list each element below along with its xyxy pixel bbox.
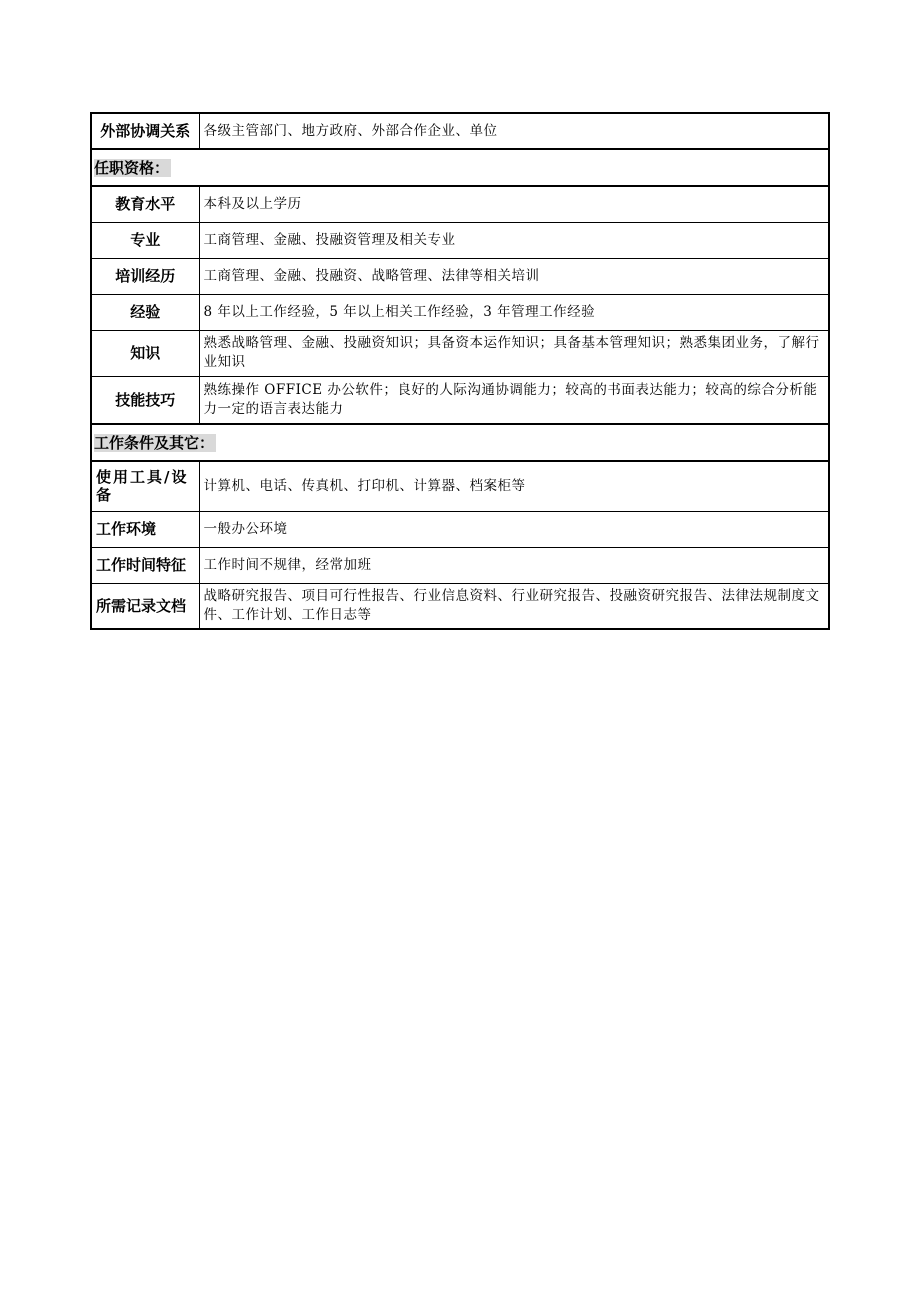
section-title-qualifications: 任职资格：: [94, 159, 170, 177]
table-row: [91, 547, 829, 583]
row-label-education: 教育水平: [91, 186, 199, 222]
row-label-work-hours: 工作时间特征: [91, 547, 199, 583]
table-row: [91, 113, 829, 149]
row-value-tools: 计算机、电话、传真机、打印机、计算器、档案柜等: [199, 461, 829, 511]
row-label-training: 培训经历: [91, 258, 199, 294]
row-value-experience: 8 年以上工作经验，5 年以上相关工作经验，3 年管理工作经验: [199, 294, 829, 330]
row-label-experience: 经验: [91, 294, 199, 330]
row-label-documents: 所需记录文档: [91, 583, 199, 629]
table-row: [91, 376, 829, 424]
table-row: [91, 330, 829, 376]
table-row: [91, 186, 829, 222]
table-row: [91, 461, 829, 511]
row-value-skills: 熟练操作 OFFICE 办公软件；良好的人际沟通协调能力；较高的书面表达能力；较高的综合分析能力一定的语言表达能力: [199, 376, 829, 424]
row-value-external-coordination: 各级主管部门、地方政府、外部合作企业、单位: [199, 113, 829, 149]
section-title-work-conditions: 工作条件及其它：: [94, 434, 215, 452]
row-label-tools: 使用工具/设备: [91, 461, 199, 511]
table-row: [91, 583, 829, 629]
row-label-environment: 工作环境: [91, 511, 199, 547]
table-row: [91, 258, 829, 294]
table-row: [91, 511, 829, 547]
row-value-documents: 战略研究报告、项目可行性报告、行业信息资料、行业研究报告、投融资研究报告、法律法规制度文件、工作计划、工作日志等: [199, 583, 829, 629]
table-row: [91, 294, 829, 330]
row-value-environment: 一般办公环境: [199, 511, 829, 547]
table-row: [91, 222, 829, 258]
row-label-knowledge: 知识: [91, 330, 199, 376]
section-header-work-conditions: [91, 424, 829, 461]
section-header-qualifications: [91, 149, 829, 186]
row-value-knowledge: 熟悉战略管理、金融、投融资知识；具备资本运作知识；具备基本管理知识；熟悉集团业务，了解行业知识: [199, 330, 829, 376]
row-value-training: 工商管理、金融、投融资、战略管理、法律等相关培训: [199, 258, 829, 294]
row-label-skills: 技能技巧: [91, 376, 199, 424]
row-value-work-hours: 工作时间不规律，经常加班: [199, 547, 829, 583]
row-value-major: 工商管理、金融、投融资管理及相关专业: [199, 222, 829, 258]
row-label-major: 专业: [91, 222, 199, 258]
row-label-external-coordination: 外部协调关系: [91, 113, 199, 149]
row-value-education: 本科及以上学历: [199, 186, 829, 222]
job-description-table: [90, 112, 830, 630]
